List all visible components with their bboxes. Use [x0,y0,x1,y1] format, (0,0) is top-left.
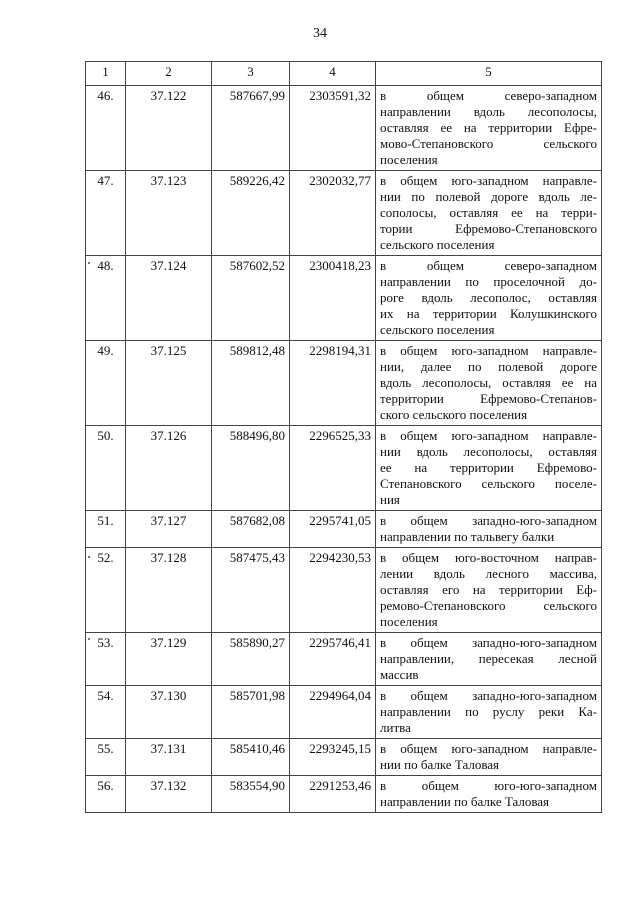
description-cell [376,548,602,633]
description-line: в общем юго-западном направле- [380,741,597,756]
table-row [86,776,602,813]
description-line: направлении вдоль лесополосы, [380,104,597,119]
x-coordinate-cell: 588496,80 [212,426,290,511]
point-id-cell: 37.132 [126,776,212,813]
description-line: в общем северо-западном [380,258,597,273]
row-number-cell: 55. [86,739,126,776]
y-coordinate-cell: 2300418,23 [290,256,376,341]
x-coordinate-cell: 589812,48 [212,341,290,426]
description-line: в общем юго-юго-западном [380,778,597,793]
row-number-cell: 49. [86,341,126,426]
description-line: массив [380,667,419,682]
description-line: тории Ефремово-Степановского [380,221,597,236]
description-line: оставляя его на территории Еф- [380,582,597,597]
scan-mark [88,638,90,640]
description-cell [376,341,602,426]
table-row [86,86,602,171]
description-line: нии по полевой дороге вдоль ле- [380,189,597,204]
table-row [86,511,602,548]
x-coordinate-cell: 587602,52 [212,256,290,341]
x-coordinate-cell: 585701,98 [212,686,290,739]
row-number-cell: 56. [86,776,126,813]
description-line: направлении по руслу реки Ка- [380,704,597,719]
table-row [86,739,602,776]
description-cell [376,739,602,776]
header-cell: 5 [376,62,602,86]
description-line: в общем северо-западном [380,88,597,103]
x-coordinate-cell: 587475,43 [212,548,290,633]
point-id-cell: 37.130 [126,686,212,739]
x-coordinate-cell: 587667,99 [212,86,290,171]
y-coordinate-cell: 2302032,77 [290,171,376,256]
description-line: сополосы, оставляя ее на терри- [380,205,597,220]
y-coordinate-cell: 2295746,41 [290,633,376,686]
table-row [86,341,602,426]
x-coordinate-cell: 583554,90 [212,776,290,813]
description-line: в общем западно-юго-западном [380,635,597,650]
scan-mark [88,556,90,558]
row-number-cell: 47. [86,171,126,256]
description-line: ее на территории Ефремово- [380,460,597,475]
description-line: сельского поселения [380,237,495,252]
x-coordinate-cell: 585410,46 [212,739,290,776]
table-row [86,633,602,686]
description-line: ского сельского поселения [380,407,528,422]
y-coordinate-cell: 2295741,05 [290,511,376,548]
point-id-cell: 37.125 [126,341,212,426]
row-number-cell: 53. [86,633,126,686]
y-coordinate-cell: 2294230,53 [290,548,376,633]
description-line: в общем юго-западном направле- [380,173,597,188]
point-id-cell: 37.131 [126,739,212,776]
description-cell [376,686,602,739]
row-number-cell: 54. [86,686,126,739]
y-coordinate-cell: 2303591,32 [290,86,376,171]
description-line: литва [380,720,411,735]
point-id-cell: 37.122 [126,86,212,171]
description-line: оставляя ее на территории Ефре- [380,120,597,135]
coordinates-table [85,61,602,813]
description-line: их на территории Колушкинского [380,306,597,321]
row-number-cell: 50. [86,426,126,511]
description-line: мово-Степановского сельского [380,136,597,151]
point-id-cell: 37.123 [126,171,212,256]
description-line: Степановского сельского поселе- [380,476,597,491]
description-line: сельского поселения [380,322,495,337]
y-coordinate-cell: 2298194,31 [290,341,376,426]
y-coordinate-cell: 2296525,33 [290,426,376,511]
page-number: 34 [313,26,327,41]
description-line: в общем юго-восточном направ- [380,550,597,565]
y-coordinate-cell: 2294964,04 [290,686,376,739]
header-cell: 4 [290,62,376,86]
description-line: поселения [380,614,438,629]
description-line: в общем западно-юго-западном [380,688,597,703]
description-line: роге вдоль лесополос, оставляя [380,290,597,305]
table-row [86,548,602,633]
description-cell [376,633,602,686]
point-id-cell: 37.126 [126,426,212,511]
description-cell [376,256,602,341]
description-line: лении вдоль лесного массива, [380,566,597,581]
point-id-cell: 37.128 [126,548,212,633]
description-line: в общем западно-юго-западном [380,513,597,528]
point-id-cell: 37.124 [126,256,212,341]
y-coordinate-cell: 2293245,15 [290,739,376,776]
description-line: поселения [380,152,438,167]
row-number-cell: 46. [86,86,126,171]
description-line: направлении по проселочной до- [380,274,597,289]
description-cell [376,776,602,813]
y-coordinate-cell: 2291253,46 [290,776,376,813]
header-cell: 1 [86,62,126,86]
description-line: направлении по балке Таловая [380,794,550,809]
description-cell [376,171,602,256]
description-line: в общем юго-западном направле- [380,428,597,443]
row-number-cell: 51. [86,511,126,548]
scan-mark [88,262,90,264]
description-line: нии по балке Таловая [380,757,500,772]
table-row [86,426,602,511]
row-number-cell: 48. [86,256,126,341]
description-line: вдоль лесополосы, оставляя ее на [380,375,597,390]
description-cell [376,511,602,548]
x-coordinate-cell: 587682,08 [212,511,290,548]
x-coordinate-cell: 589226,42 [212,171,290,256]
description-line: ния [380,492,400,507]
description-line: направлении, пересекая лесной [380,651,597,666]
point-id-cell: 37.127 [126,511,212,548]
point-id-cell: 37.129 [126,633,212,686]
description-cell [376,86,602,171]
description-line: нии вдоль лесополосы, оставляя [380,444,597,459]
x-coordinate-cell: 585890,27 [212,633,290,686]
description-line: нии, далее по полевой дороге [380,359,597,374]
header-cell: 3 [212,62,290,86]
header-cell: 2 [126,62,212,86]
table-row [86,256,602,341]
description-cell [376,426,602,511]
table-header-row [86,62,602,86]
description-line: ремово-Степановского сельского [380,598,597,613]
row-number-cell: 52. [86,548,126,633]
description-line: в общем юго-западном направле- [380,343,597,358]
table-row [86,171,602,256]
description-line: территории Ефремово-Степанов- [380,391,597,406]
description-line: направлении по тальвегу балки [380,529,555,544]
table-row [86,686,602,739]
